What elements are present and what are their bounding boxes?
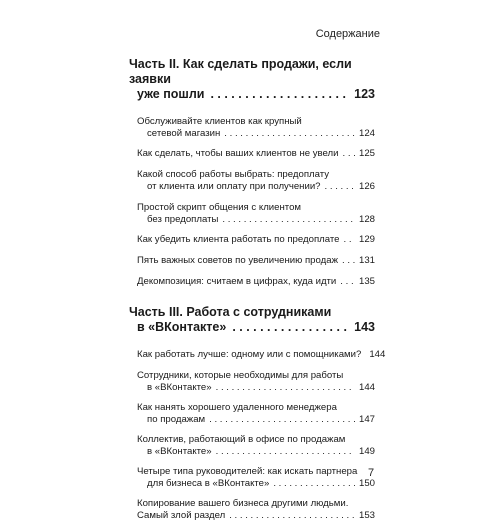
toc-entry[interactable] xyxy=(129,234,375,246)
leader-dots xyxy=(216,382,355,394)
leader-dots xyxy=(273,478,355,490)
leader-dots xyxy=(209,414,355,426)
leader-dots xyxy=(216,446,355,458)
entry-page-number: 150 xyxy=(358,478,375,489)
part-title-line: в «ВКонтакте» xyxy=(137,320,227,334)
entry-line: Пять важных советов по увеличению продаж xyxy=(137,255,338,266)
toc-entry[interactable] xyxy=(129,148,375,160)
entry-page-number: 153 xyxy=(358,510,375,521)
toc-entry[interactable] xyxy=(129,349,386,361)
toc-entry[interactable] xyxy=(129,370,375,394)
entry-line: Декомпозиция: считаем в цифрах, куда идти xyxy=(137,276,337,287)
toc-part-3 xyxy=(129,305,375,335)
entry-line: Копирование вашего бизнеса другими людьми. xyxy=(137,498,349,509)
entry-line: Коллектив, работающий в офисе по продажам xyxy=(137,434,346,445)
part-title-line: Часть II. Как сделать продажи, если заявки xyxy=(129,57,352,86)
entry-line: Обслуживайте клиентов как крупный xyxy=(137,116,302,127)
entry-line: Четыре типа руководителей: как искать партнера xyxy=(137,466,358,477)
entry-page-number: 131 xyxy=(358,255,375,266)
entry-line: сетевой магазин xyxy=(147,128,221,139)
toc-entry[interactable] xyxy=(129,202,375,226)
toc-entry[interactable] xyxy=(129,255,375,267)
toc-entry[interactable] xyxy=(129,498,375,522)
toc-entry[interactable] xyxy=(129,276,375,288)
part-page-number: 123 xyxy=(354,87,375,101)
leader-dots xyxy=(342,255,355,267)
toc-entry[interactable] xyxy=(129,466,375,490)
entry-line: Сотрудники, которые необходимы для работы xyxy=(137,370,344,381)
entry-page-number: 144 xyxy=(358,382,375,393)
entry-page-number: 125 xyxy=(358,148,375,159)
entry-page-number: 135 xyxy=(358,276,375,287)
toc-entry[interactable] xyxy=(129,169,375,193)
leader-dots xyxy=(224,128,355,140)
toc-entry[interactable] xyxy=(129,116,375,140)
entry-line: Как сделать, чтобы ваших клиентов не увели xyxy=(137,148,339,159)
entry-page-number: 124 xyxy=(358,128,375,139)
part-page-number: 143 xyxy=(354,320,375,334)
entry-line: Какой способ работы выбрать: предоплату xyxy=(137,169,330,180)
entry-line: Самый злой раздел xyxy=(137,510,226,521)
entry-line: без предоплаты xyxy=(147,214,219,225)
entry-line: от клиента или оплату при получении? xyxy=(147,181,321,192)
leader-dots xyxy=(222,214,355,226)
leader-dots xyxy=(343,148,355,160)
entry-page-number: 126 xyxy=(358,181,375,192)
entry-line: Как нанять хорошего удаленного менеджера xyxy=(137,402,337,413)
running-header: Содержание xyxy=(315,28,380,40)
leader-dots xyxy=(325,181,355,193)
leader-dots xyxy=(210,87,348,102)
entry-page-number: 128 xyxy=(358,214,375,225)
entry-line: Как убедить клиента работать по предоплате xyxy=(137,234,340,245)
entry-line: в «ВКонтакте» xyxy=(147,382,212,393)
entry-page-number: 129 xyxy=(358,234,375,245)
leader-dots xyxy=(340,276,355,288)
toc-part-2 xyxy=(129,57,375,102)
leader-dots xyxy=(344,234,355,246)
entry-line: в «ВКонтакте» xyxy=(147,446,212,457)
table-of-contents xyxy=(129,57,386,522)
page-number: 7 xyxy=(368,467,375,479)
toc-entries-part-2 xyxy=(129,116,375,288)
entry-page-number: 149 xyxy=(358,446,375,457)
toc-entry[interactable] xyxy=(129,402,375,426)
entry-line: Как работать лучше: одному или с помощниками? xyxy=(137,349,362,360)
leader-dots xyxy=(232,320,348,335)
entry-page-number: 144 xyxy=(369,349,386,360)
entry-line: для бизнеса в «ВКонтакте» xyxy=(147,478,270,489)
toc-entries-part-3 xyxy=(129,349,386,522)
toc-entry[interactable] xyxy=(129,434,375,458)
entry-line: по продажам xyxy=(147,414,206,425)
part-title-line: уже пошли xyxy=(137,87,205,101)
leader-dots xyxy=(229,510,355,522)
part-title-line: Часть III. Работа с сотрудниками xyxy=(129,305,332,319)
entry-page-number: 147 xyxy=(358,414,375,425)
entry-line: Простой скрипт общения с клиентом xyxy=(137,202,301,213)
